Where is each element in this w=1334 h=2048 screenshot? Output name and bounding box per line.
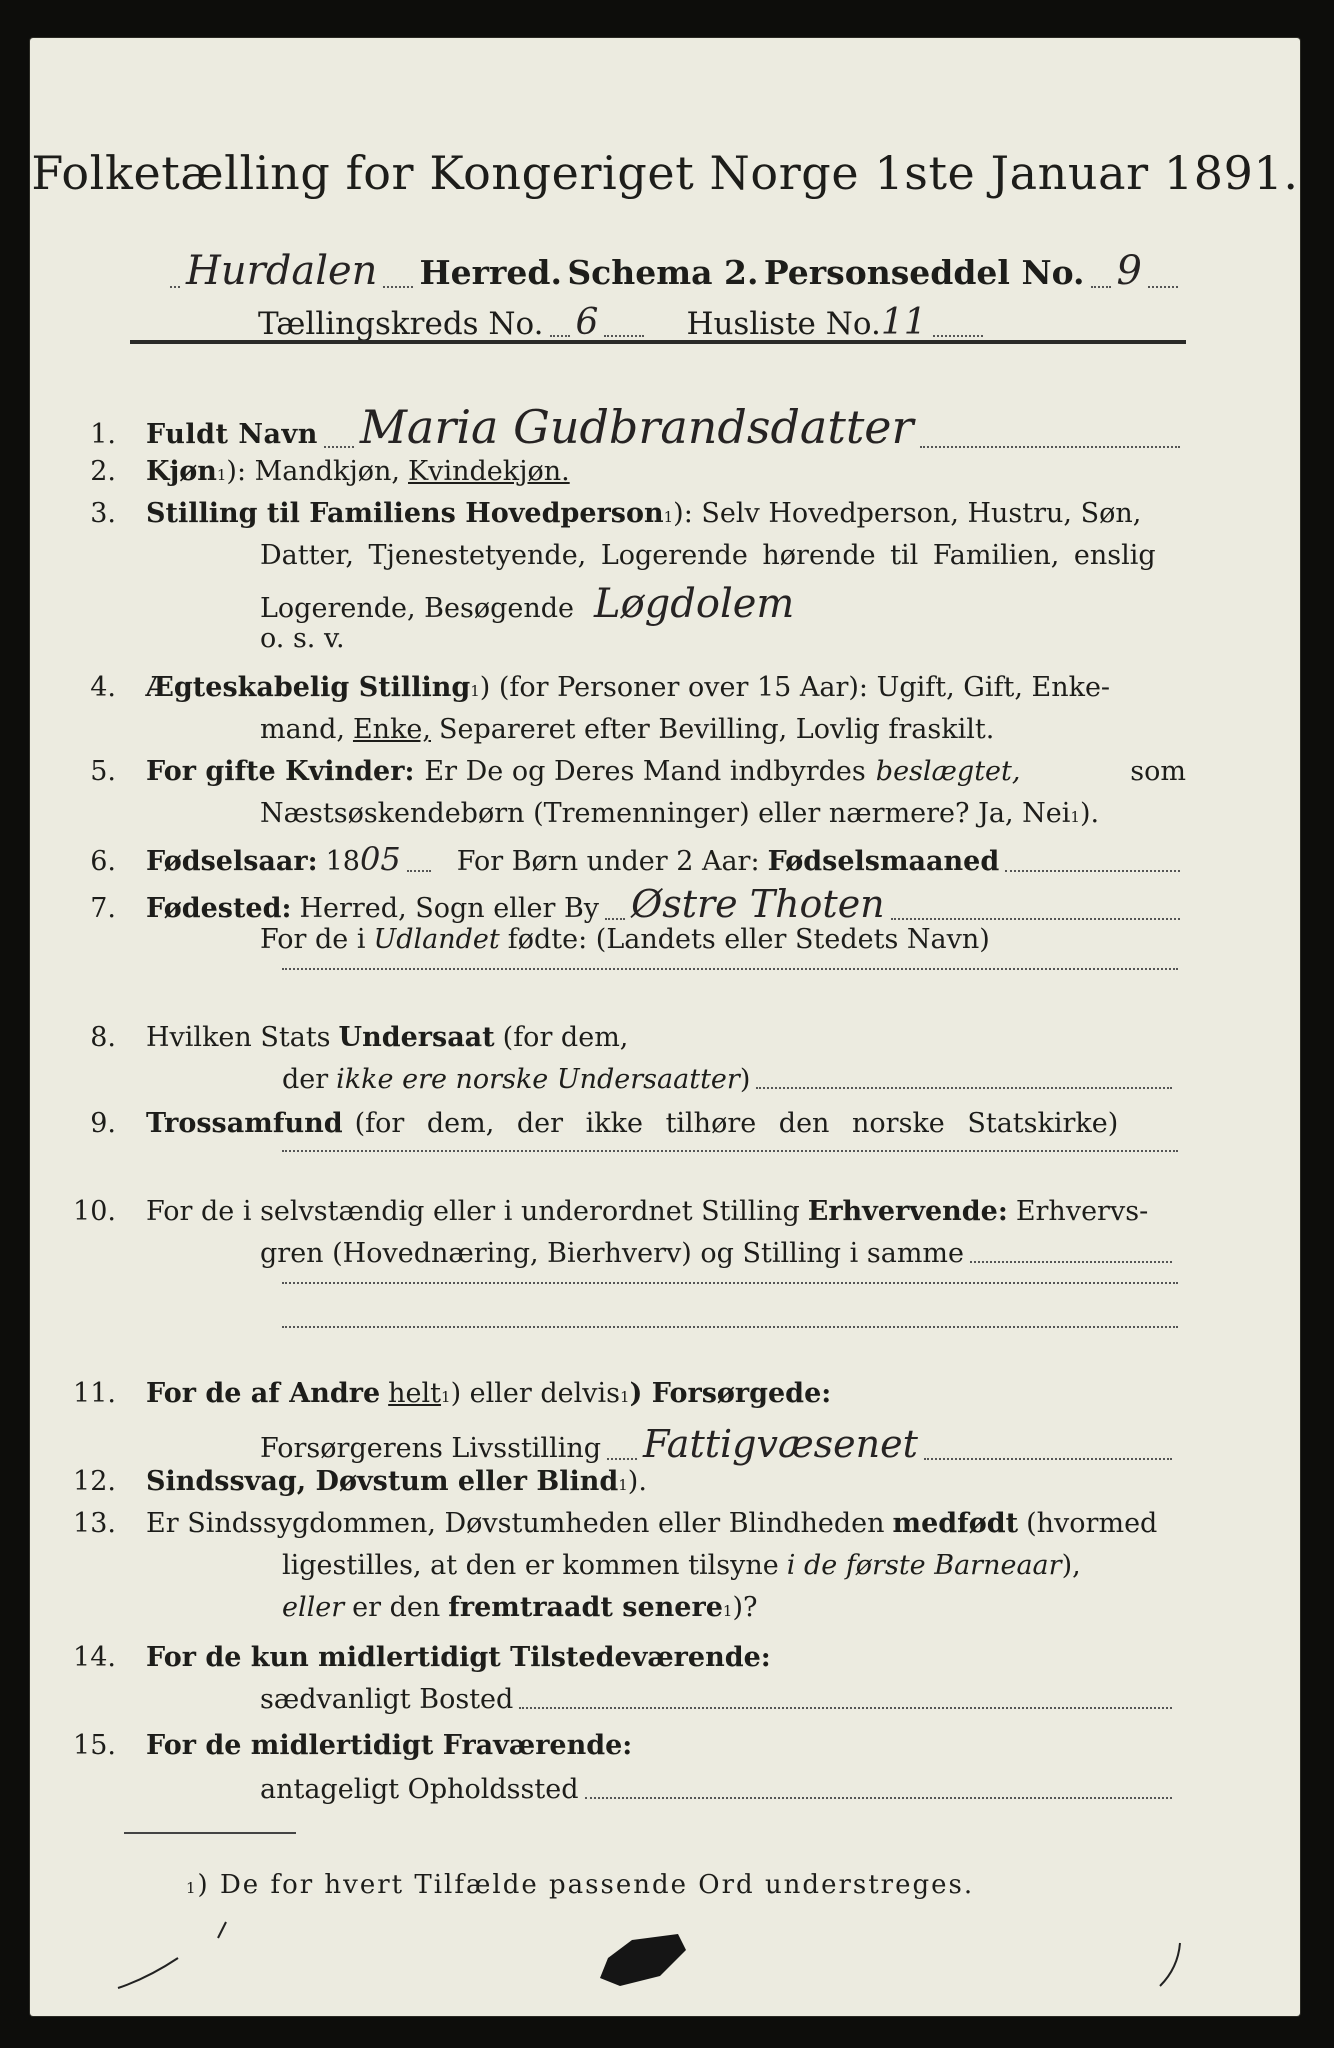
dotted-leader: [170, 286, 180, 288]
dotted-leader: [1005, 870, 1180, 872]
herred-label: Herred.: [419, 253, 562, 292]
q-number: 3.: [90, 498, 116, 529]
dotted-leader: [519, 1707, 1172, 1709]
q-number: 4.: [90, 672, 116, 703]
footnote-ref: 1: [441, 1388, 451, 1406]
q10-erhvervende: Erhvervende:: [807, 1196, 1008, 1227]
q4-line2-c: Separeret efter Bevilling, Lovlig fraskilt.: [439, 714, 995, 745]
dotted-leader: [324, 446, 354, 448]
q2-text: ): Mandkjøn,: [226, 456, 401, 487]
q2-kvindekjon-underlined: Kvindekjøn.: [408, 456, 570, 487]
question-4: [64, 672, 1186, 703]
q8-undersaat: Undersaat: [338, 1022, 495, 1053]
pen-mark: [108, 1918, 228, 1998]
q5-label: For gifte Kvinder:: [146, 756, 415, 787]
q9-line1: (for dem, der ikke tilhøre den norske Statskirke): [354, 1108, 1119, 1139]
q11-helt-underlined: helt: [388, 1378, 442, 1409]
q-number: 7.: [90, 893, 116, 924]
footnote: [186, 1870, 974, 1900]
q3-line2: Datter, Tjenestetyende, Logerende hørende til Familien, enslig: [260, 540, 1156, 571]
question-13: [64, 1508, 1186, 1539]
q13-line2-b: i de første Barneaar: [786, 1550, 1062, 1581]
question-13-line2: [282, 1550, 1081, 1581]
q15-line2: antageligt Opholdssted: [260, 1774, 579, 1805]
question-13-line3: [282, 1592, 757, 1623]
q8-line1-c: (for dem,: [502, 1022, 629, 1053]
q6-mid: For Børn under 2 Aar:: [456, 846, 760, 877]
q8-line1-a: Hvilken Stats: [146, 1022, 331, 1053]
question-4-line2: [260, 714, 994, 745]
question-5: [64, 756, 1186, 787]
herred-value: Hurdalen: [186, 248, 378, 294]
q3-handwritten-value: Løgdolem: [594, 581, 795, 627]
q10-line1-a: For de i selvstændig eller i underordnet Stilling: [146, 1196, 800, 1227]
q4-line1: ) (for Personer over 15 Aar): Ugift, Gift, Enke-: [479, 672, 1111, 703]
question-15-line2: [260, 1774, 1178, 1805]
dotted-leader: [282, 968, 1178, 970]
q11-line2: Forsørgerens Livsstilling: [260, 1433, 602, 1464]
q5-line1-a: Er De og Deres Mand indbyrdes: [424, 756, 866, 787]
ink-blot: [590, 1928, 700, 1998]
question-15: [64, 1730, 632, 1761]
question-14-line2: [260, 1684, 1178, 1715]
question-9: [64, 1108, 1186, 1139]
q13-line2-a: ligestilles, at den er kommen tilsyne: [282, 1550, 779, 1581]
q6-label: Fødselsaar:: [146, 846, 318, 877]
q12-end: ).: [627, 1466, 647, 1497]
q5-line2: Næstsøskendebørn (Tremenninger) eller nærmere? Ja, Nei: [260, 798, 1071, 829]
footnote-ref: 1: [470, 682, 480, 700]
q8-line2-b: ikke ere norske Undersaatter: [336, 1064, 740, 1095]
q-number: 9.: [90, 1108, 116, 1139]
q5-line1-c: som: [1130, 756, 1186, 787]
dotted-leader: [891, 918, 1180, 920]
dotted-leader: [1091, 286, 1111, 288]
question-12: [64, 1466, 647, 1497]
q5-beslaegtet: beslægtet,: [875, 756, 1021, 787]
q-number: 5.: [90, 756, 116, 787]
q11-line1-d: ) Forsørgede:: [629, 1378, 832, 1409]
blank-line: [282, 968, 1178, 970]
dotted-leader: [970, 1261, 1172, 1263]
question-1: [64, 400, 1186, 454]
census-form-sheet: [30, 38, 1300, 2016]
q11-line1-a: For de af Andre: [146, 1378, 381, 1409]
dotted-leader: [607, 1458, 637, 1460]
q13-medfodt: medfødt: [892, 1508, 1019, 1539]
question-8: [64, 1022, 628, 1053]
footnote-ref: 1: [618, 1476, 628, 1494]
question-3-line4: [260, 623, 345, 654]
q13-line1-a: Er Sindssygdommen, Døvstumheden eller Blindheden: [146, 1508, 885, 1539]
header-line-kreds: [258, 302, 1048, 343]
question-3-line2: [260, 540, 1186, 571]
q1-label: Fuldt Navn: [146, 419, 318, 450]
q7-line1: Herred, Sogn eller By: [299, 893, 600, 924]
q7-udlandet: Udlandet: [373, 924, 500, 955]
dotted-leader: [933, 335, 983, 337]
q13-senere: fremtraadt senere: [448, 1592, 723, 1623]
q-number: 2.: [90, 456, 116, 487]
dotted-leader: [383, 286, 413, 288]
footnote-rule: [124, 1832, 296, 1834]
question-3: [64, 498, 1186, 529]
footnote-ref: 1: [620, 1388, 630, 1406]
blank-line: [282, 1326, 1178, 1328]
q9-label: Trossamfund: [146, 1108, 343, 1139]
full-name-value: Maria Gudbrandsdatter: [359, 400, 914, 454]
question-14: [64, 1642, 771, 1673]
birthplace-value: Østre Thoten: [631, 882, 885, 926]
q6-century: 18: [325, 846, 360, 877]
taellingskreds-value: 6: [575, 302, 599, 343]
q3-osv: o. s. v.: [260, 623, 345, 654]
q7-label: Fødested:: [146, 893, 292, 924]
q4-line2-a: mand,: [260, 714, 345, 745]
q-number: 11.: [73, 1378, 116, 1409]
q13-line2-c: ),: [1061, 1550, 1081, 1581]
q4-label: Ægteskabelig Stilling: [146, 672, 471, 703]
q15-label: For de midlertidigt Fraværende:: [146, 1730, 633, 1761]
dotted-leader: [1148, 286, 1178, 288]
footnote-ref: 1: [722, 1602, 733, 1620]
q2-label: Kjøn: [146, 456, 217, 487]
question-10: [64, 1196, 1186, 1227]
dotted-leader: [282, 1326, 1178, 1328]
question-7: [64, 882, 1186, 926]
footnote-text: ) De for hvert Tilfælde passende Ord understreges.: [197, 1870, 975, 1900]
q-number: 8.: [90, 1022, 116, 1053]
form-title: Folketælling for Kongeriget Norge 1ste Januar 1891.: [31, 146, 1299, 200]
question-6: [64, 840, 1186, 878]
q-number: 1.: [90, 419, 116, 450]
dotted-leader: [604, 335, 644, 337]
question-5-line2: [260, 798, 1099, 829]
q-number: 6.: [90, 846, 116, 877]
question-8-line2: [282, 1064, 1178, 1095]
q3-line3: Logerende, Besøgende: [260, 593, 574, 624]
q13-line3-d: )?: [732, 1592, 758, 1623]
q8-line2-c: ): [739, 1064, 751, 1095]
blank-line: [282, 1150, 1178, 1152]
q11-line1-c: ) eller delvis: [450, 1378, 621, 1409]
dotted-leader: [920, 446, 1180, 448]
personseddel-label: Personseddel No.: [763, 253, 1085, 292]
q4-enke-underlined: Enke,: [352, 714, 431, 745]
footnote-ref: 1: [663, 508, 674, 526]
q3-label: Stilling til Familiens Hovedperson: [146, 498, 664, 529]
q6-label2: Fødselsmaaned: [767, 846, 1000, 877]
q10-line2: gren (Hovednæring, Bierhverv) og Stilling i samme: [260, 1238, 965, 1269]
q-number: 15.: [73, 1730, 116, 1761]
dotted-leader: [282, 1150, 1178, 1152]
dotted-leader: [756, 1087, 1172, 1089]
header-line-herred: [164, 248, 1184, 294]
footnote-ref: 1: [216, 466, 227, 484]
q10-line1-c: Erhvervs-: [1015, 1196, 1149, 1227]
birth-year-value: 05: [359, 840, 401, 878]
header-rule: [130, 340, 1186, 344]
husliste-value: 11: [880, 302, 927, 343]
question-11: [64, 1378, 831, 1409]
q14-label: For de kun midlertidigt Tilstedeværende:: [146, 1642, 771, 1673]
q8-line2-a: der: [282, 1064, 329, 1095]
blank-line: [282, 1282, 1178, 1284]
dotted-leader: [605, 918, 625, 920]
q13-eller: eller: [282, 1592, 345, 1623]
taellingskreds-label: Tællingskreds No.: [258, 306, 544, 342]
q-number: 12.: [73, 1466, 116, 1497]
question-10-line2: [260, 1238, 1178, 1269]
footnote-ref: 1: [1070, 808, 1080, 826]
personseddel-value: 9: [1116, 248, 1142, 294]
dotted-leader: [585, 1797, 1173, 1799]
question-7-line2: [260, 924, 990, 955]
dotted-leader: [407, 870, 431, 872]
question-11-line2: [260, 1422, 1178, 1466]
dotted-leader: [924, 1458, 1172, 1460]
dotted-leader: [282, 1282, 1178, 1284]
q-number: 13.: [73, 1508, 116, 1539]
q7-line2-c: fødte: (Landets eller Stedets Navn): [507, 924, 990, 955]
q5-line2-end: ).: [1079, 798, 1100, 829]
q13-line1-c: (hvormed: [1026, 1508, 1158, 1539]
q14-line2: sædvanligt Bosted: [260, 1684, 514, 1715]
husliste-label: Husliste No.: [686, 306, 881, 342]
q3-line1: ): Selv Hovedperson, Hustru, Søn,: [673, 498, 1142, 529]
q-number: 10.: [73, 1196, 116, 1227]
schema-label: Schema 2.: [567, 253, 759, 292]
footnote-ref: 1: [186, 1879, 198, 1897]
provider-occupation-value: Fattigvæsenet: [643, 1422, 918, 1466]
question-2: [64, 456, 570, 487]
q7-line2-a: For de i: [260, 924, 366, 955]
question-3-line3: [260, 581, 794, 627]
dotted-leader: [550, 335, 570, 337]
q13-line3-b: er den: [352, 1592, 441, 1623]
q12-label: Sindssvag, Døvstum eller Blind: [146, 1466, 619, 1497]
pen-mark: [1150, 1938, 1210, 1998]
q-number: 14.: [73, 1642, 116, 1673]
